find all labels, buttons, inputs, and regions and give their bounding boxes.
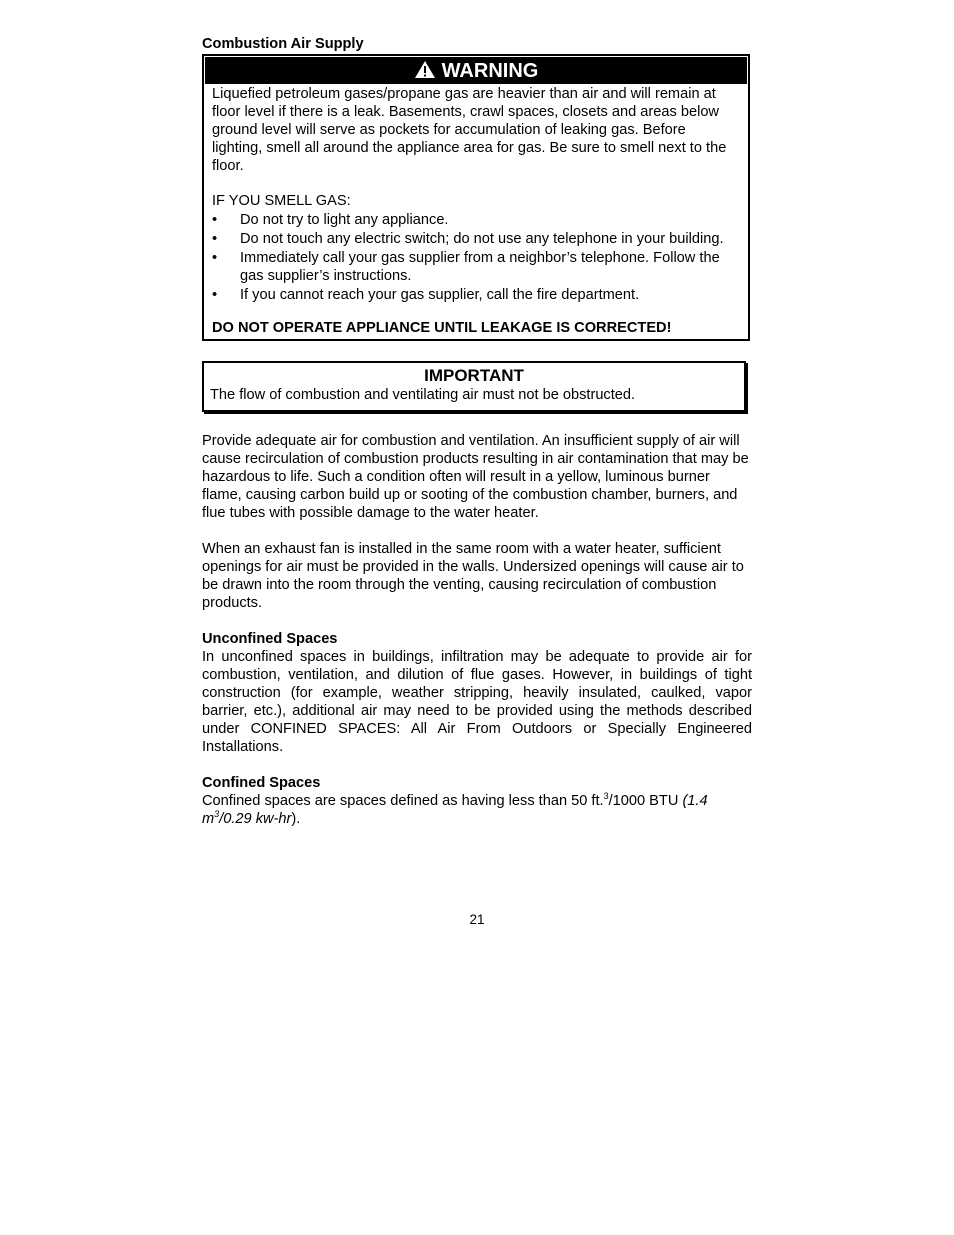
bullet-icon: • — [212, 231, 218, 247]
important-title: IMPORTANT — [424, 366, 524, 385]
warning-body — [204, 85, 748, 339]
warning-box — [202, 54, 750, 341]
bullet-icon: • — [212, 212, 218, 228]
list-item: • Do not try to light any appliance. — [212, 212, 449, 228]
warning-triangle-icon — [414, 59, 436, 87]
warning-final-notice: DO NOT OPERATE APPLIANCE UNTIL LEAKAGE IS CORRECTED! — [212, 320, 672, 336]
list-item: • If you cannot reach your gas supplier, call the fire department. — [212, 287, 640, 303]
important-text: The flow of combustion and ventilating air must not be obstructed. — [210, 387, 636, 403]
page-number: 21 — [469, 912, 485, 927]
paragraph-exhaust-fan: When an exhaust fan is installed in the same room with a water heater, sufficient openings for air must be provided in the walls. Undersized openings will cause air to be drawn into the room through the venting, causing recirculation of combustion products. — [202, 541, 744, 611]
list-item: • Do not touch any electric switch; do not use any telephone in your building. — [212, 231, 724, 247]
manual-page — [202, 35, 752, 828]
confined-heading: Confined Spaces — [202, 775, 321, 791]
paragraph-adequate-air: Provide adequate air for combustion and ventilation. An insufficient supply of air will cause recirculation of combustion products resulting in air contamination that may be hazardous to life. Such a condition often will result in a yellow, luminous burner flame, causing carbon build up or sooting of the combustion chamber, burners, and flue tubes with possible damage to the water heater. — [202, 433, 749, 521]
important-box — [202, 361, 746, 412]
warning-header — [205, 57, 747, 84]
warning-intro: Liquefied petroleum gases/propane gas are heavier than air and will remain at floor level if there is a leak. Basements, crawl spaces, closets and areas below ground level will serve as pockets for accumulation of leaking gas. Before lighting, smell all around the appliance area for gas. Be sure to smell next to the floor. — [212, 86, 727, 174]
unconfined-heading: Unconfined Spaces — [202, 631, 338, 647]
list-item: • Immediately call your gas supplier from a neighbor’s telephone. Follow the gas supplier’s instructions. — [212, 250, 720, 284]
section-title: Combustion Air Supply — [202, 36, 364, 52]
confined-text: Confined spaces are spaces defined as having less than 50 ft.$^3$/1000 BTU (1.4 $m^3/0.29$ kw-hr). — [202, 791, 708, 827]
bullet-icon: • — [212, 287, 218, 303]
unconfined-text: In unconfined spaces in buildings, infiltration may be adequate to provide air for combustion, ventilation, and dilution of flue gases. However, in buildings of tight construction (for example, weather stripping, heavily insulated, caulked, vapor barrier, etc.), additional air may need to be provided using the methods described under CONFINED SPACES: All Air From Outdoors or Specially Engineered Installations. — [202, 649, 752, 755]
bullet-icon: • — [212, 250, 218, 266]
smell-heading: IF YOU SMELL GAS: — [212, 193, 351, 209]
warning-title: WARNING — [441, 60, 539, 82]
warning-bullet-list — [212, 211, 740, 304]
